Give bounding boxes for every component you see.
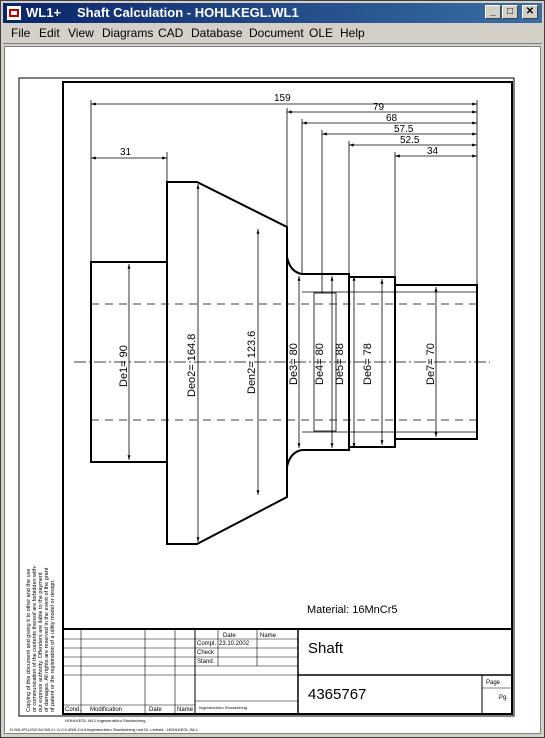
tb-title: Shaft xyxy=(308,640,344,657)
outer-frame xyxy=(19,78,514,716)
menu-cad[interactable]: CAD xyxy=(158,26,184,40)
footer-small: HOHLKEGL.WL1 Ingenieurbüro Stockenberg xyxy=(65,718,146,723)
material-label: Material: 16MnCr5 xyxy=(307,604,398,616)
tb-compl-date: 23.10.2002 xyxy=(219,641,250,647)
tb-modification-label: Modification xyxy=(90,707,123,713)
close-button[interactable]: ✕ xyxy=(522,5,538,19)
app-icon xyxy=(7,6,21,20)
menu-diagrams[interactable]: Diagrams xyxy=(102,26,154,40)
tb-page-label: Page xyxy=(486,680,501,686)
menu-file[interactable]: File xyxy=(11,26,31,40)
shaft-outline xyxy=(91,182,477,544)
svg-text:or communication of the conten: or communication of the contents thereof are forbidden with- xyxy=(32,565,38,712)
dia-de3: De3= 80 xyxy=(288,343,300,385)
copyright-notice xyxy=(26,565,56,712)
dim-159: 159 xyxy=(274,93,291,104)
drawing-area[interactable] xyxy=(4,46,541,734)
menu-separator xyxy=(3,43,542,44)
dia-deo2: Deo2= 164.8 xyxy=(186,333,198,397)
menu-ole[interactable]: OLE xyxy=(309,26,334,40)
dim-79: 79 xyxy=(373,102,385,113)
menu-edit[interactable]: Edit xyxy=(39,26,60,40)
tb-stand-label: Stand. xyxy=(197,659,215,665)
tb-company: Ingenieurbüro Stockenberg xyxy=(199,705,248,710)
menu-help[interactable]: Help xyxy=(340,26,365,40)
minimize-button[interactable]: _ xyxy=(485,5,501,19)
dim-31: 31 xyxy=(120,147,132,158)
window-title: Shaft Calculation - HOHLKEGL.WL1 xyxy=(77,5,299,20)
tb-date2-label: Date xyxy=(149,707,162,713)
tb-cond-label: Cond. xyxy=(65,707,82,713)
tb-date-label: Date xyxy=(223,633,236,639)
menu-view[interactable]: View xyxy=(68,26,94,40)
dia-de1: De1= 90 xyxy=(118,345,130,387)
menu-database[interactable]: Database xyxy=(191,26,243,40)
maximize-button[interactable]: □ xyxy=(502,5,518,19)
dia-de4: De4= 80 xyxy=(314,343,326,385)
dimension-lines xyxy=(91,100,477,293)
svg-text:out express authority. Offende: out express authority. Offenders are liable to the payment xyxy=(38,572,44,712)
app-name: WL1+ xyxy=(26,5,62,20)
dia-de7: De7= 70 xyxy=(425,343,437,385)
technical-drawing xyxy=(5,47,541,734)
menu-bar xyxy=(3,23,542,43)
svg-text:of patent or the registration: of patent or the registration of a utility model or design. xyxy=(50,579,56,712)
tb-compl-label: Compl. xyxy=(197,641,217,647)
diameter-lines xyxy=(129,184,436,542)
title-block xyxy=(63,629,512,714)
dim-52-5: 52.5 xyxy=(400,135,420,146)
dia-de5: De5= 88 xyxy=(334,343,346,385)
dia-de6: De6= 78 xyxy=(362,343,374,385)
tb-check-label: Check xyxy=(197,650,215,656)
footer-path: D:\WL1PLUS\2.94-\WL1+ \1.0.0.4\WL1\\Lit Ingenieurbüro Stockenberg und Dr. Liebold - HOHLKEGL.WL1 xyxy=(10,727,198,732)
dim-57-5: 57.5 xyxy=(394,124,414,135)
svg-text:Copying of this document and g: Copying of this document and giving it to other and the use xyxy=(26,568,32,712)
menu-document[interactable]: Document xyxy=(249,26,304,40)
tb-name-label: Name xyxy=(260,633,277,639)
svg-text:of damages. All rights are res: of damages. All rights are reserved in the event of the grant xyxy=(44,567,50,712)
tb-name2-label: Name xyxy=(177,707,194,713)
dia-den2: Den2= 123.6 xyxy=(246,330,258,394)
dim-34: 34 xyxy=(427,146,439,157)
tb-number: 4365767 xyxy=(308,686,367,703)
tb-pg-label: Pg. xyxy=(499,695,509,701)
title-bar[interactable] xyxy=(3,3,542,23)
dim-68: 68 xyxy=(386,113,398,124)
